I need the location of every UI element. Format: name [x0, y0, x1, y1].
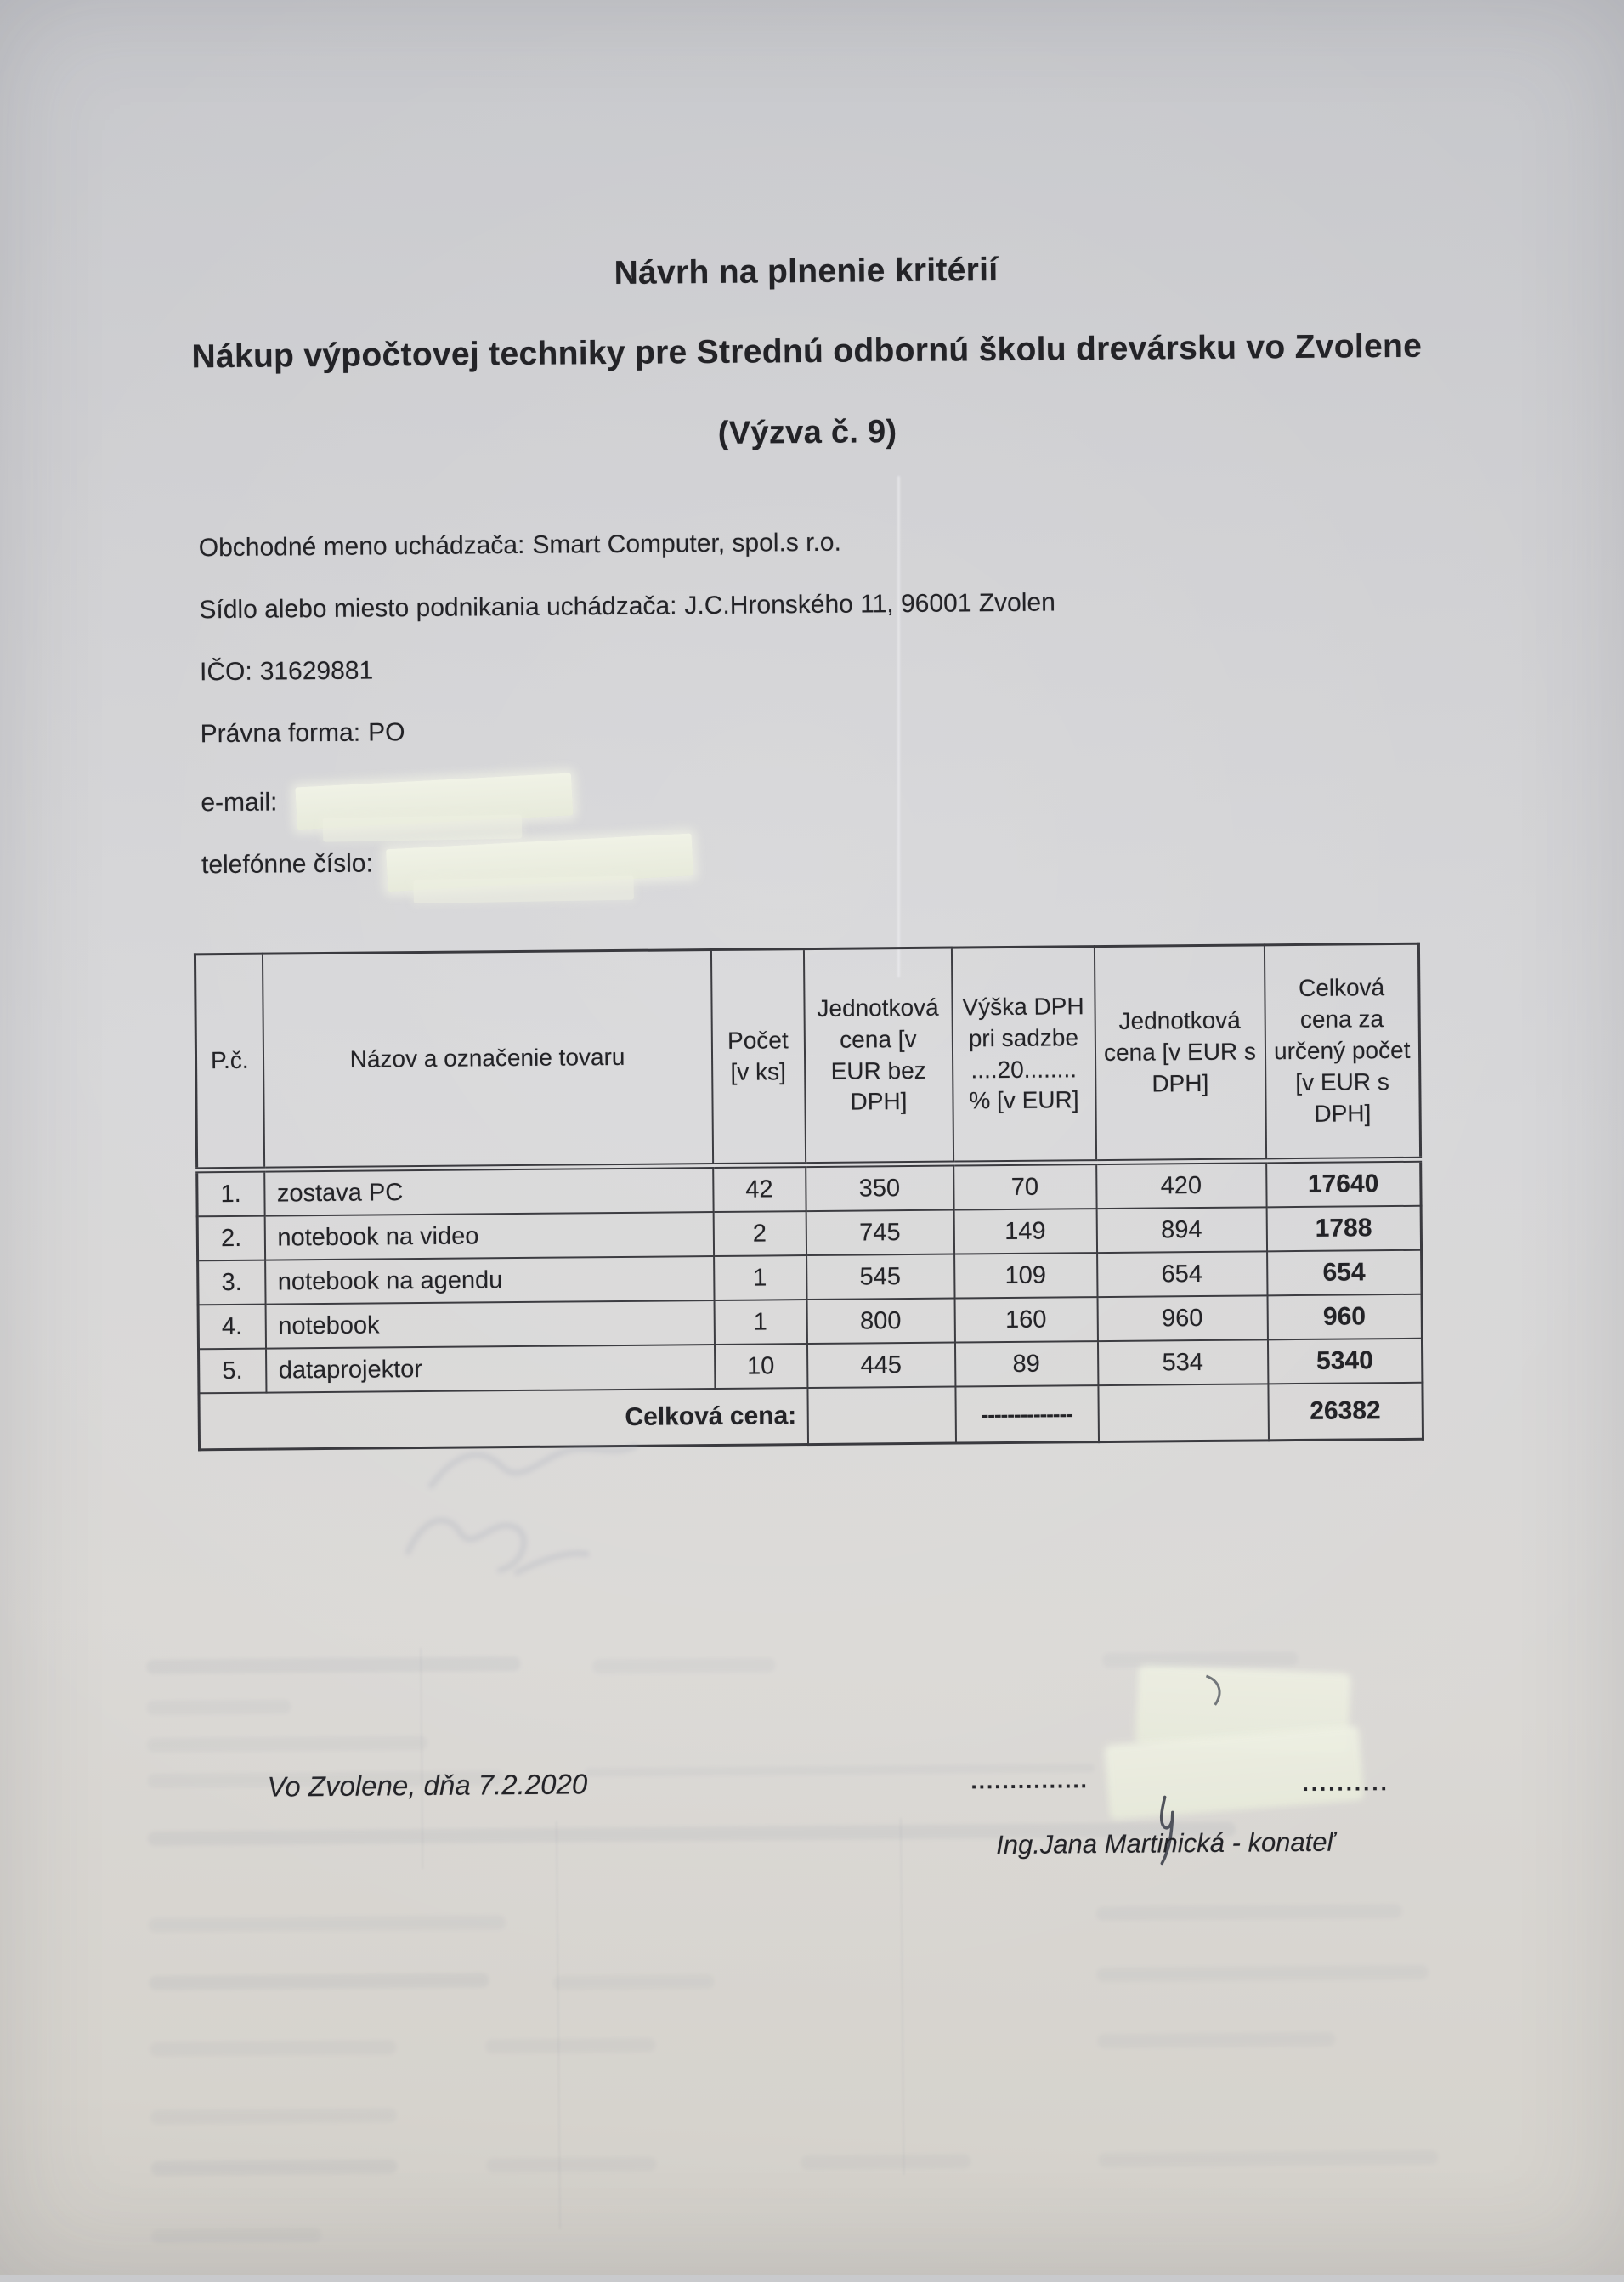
item-unit-net: 545: [806, 1254, 954, 1300]
item-name: notebook na agendu: [265, 1256, 714, 1305]
item-unit-net: 350: [806, 1164, 953, 1211]
item-unit-gross: 654: [1097, 1251, 1267, 1297]
col-header-total-price: Celková cena za určený počet [v EUR s DPH]: [1264, 943, 1420, 1161]
place-and-date: Vo Zvolene, dňa 7.2.2020: [267, 1768, 588, 1803]
field-label: IČO:: [199, 657, 252, 687]
document-title: Návrh na plnenie kritérií: [614, 252, 999, 292]
item-vat: 109: [954, 1253, 1097, 1298]
row-number: 1.: [197, 1169, 264, 1216]
row-number: 5.: [199, 1349, 266, 1394]
item-unit-net: 745: [806, 1210, 953, 1256]
row-number: 3.: [198, 1260, 265, 1305]
item-name: zostava PC: [264, 1166, 713, 1216]
item-total: 1788: [1266, 1206, 1421, 1252]
bidder-phone: [201, 836, 1058, 906]
field-label: telefónne číslo:: [201, 849, 373, 880]
field-label: Sídlo alebo miesto podnikania uchádzača:: [199, 592, 677, 625]
item-name: notebook: [265, 1300, 714, 1349]
field-label: e-mail:: [201, 788, 278, 818]
total-vat-placeholder: --------------: [955, 1385, 1099, 1443]
item-total: 5340: [1267, 1339, 1422, 1384]
total-label: Celková cena:: [199, 1388, 808, 1450]
col-header-unit-price-net: Jednotková cena [v EUR bez DPH]: [803, 948, 953, 1165]
item-qty: 10: [714, 1344, 806, 1389]
item-vat: 160: [954, 1297, 1097, 1342]
field-value: 31629881: [259, 656, 374, 686]
row-number: 4.: [198, 1305, 265, 1350]
table-header-row: [195, 943, 1420, 1170]
item-total: 960: [1267, 1294, 1422, 1340]
field-label: Obchodné meno uchádzača:: [198, 530, 525, 563]
redaction-tape-email: [295, 773, 573, 830]
bidder-ico: [200, 650, 1056, 720]
item-name: dataprojektor: [266, 1345, 715, 1393]
signature-dotted-line-left: ...............: [970, 1767, 1089, 1794]
item-vat: 149: [953, 1209, 1096, 1254]
col-header-unit-price-gross: Jednotková cena [v EUR s DPH]: [1094, 945, 1265, 1163]
field-value: J.C.Hronského 11, 96001 Zvolen: [684, 588, 1055, 620]
bidder-email: [201, 774, 1057, 844]
document-subtitle: Nákup výpočtovej techniky pre Strednú odbornú školu drevársku vo Zvolene: [191, 327, 1423, 376]
total-empty-cell: [807, 1387, 956, 1445]
col-header-qty: Počet [v ks]: [710, 949, 805, 1166]
field-label: Právna forma:: [200, 718, 361, 749]
bidder-business-name: [199, 526, 1055, 596]
field-value: Smart Computer, spol.s r.o.: [532, 528, 841, 559]
item-qty: 1: [714, 1255, 806, 1300]
item-vat: 70: [953, 1163, 1096, 1210]
signature-dotted-line-right: ..........: [1302, 1770, 1389, 1797]
item-vat: 89: [954, 1341, 1097, 1386]
item-qty: 2: [713, 1211, 806, 1256]
price-offer-table: [194, 943, 1424, 1452]
item-qty: 1: [714, 1300, 806, 1345]
col-header-name: Názov a označenie tovaru: [262, 950, 712, 1170]
row-number: 2.: [197, 1216, 264, 1261]
bidder-legal-form: [201, 712, 1057, 782]
item-qty: 42: [713, 1165, 806, 1212]
col-header-vat: Výška DPH pri sadzbe ....20........ % [v EUR]: [951, 947, 1095, 1164]
item-total: 17640: [1266, 1159, 1421, 1207]
ghost-handwriting: [397, 1491, 593, 1586]
table-total-row: [199, 1383, 1423, 1450]
item-unit-gross: 534: [1097, 1339, 1267, 1385]
signatory-name: Ing.Jana Martinická - konateľ: [995, 1826, 1335, 1860]
total-empty-cell: [1098, 1384, 1269, 1441]
bleed-through-artifacts: [0, 0, 1616, 7]
bidder-address: [199, 588, 1055, 658]
item-unit-net: 800: [806, 1299, 954, 1345]
item-unit-gross: 894: [1096, 1207, 1266, 1253]
redaction-tape-phone: [386, 833, 693, 892]
item-unit-gross: 420: [1096, 1161, 1266, 1209]
item-unit-gross: 960: [1097, 1295, 1267, 1341]
pen-stroke: [1197, 1673, 1231, 1707]
total-value: 26382: [1268, 1383, 1423, 1441]
document-call-number: (Výzva č. 9): [717, 414, 897, 451]
bidder-info-section: [199, 526, 1058, 906]
field-value: PO: [367, 718, 405, 747]
item-name: notebook na video: [264, 1212, 713, 1260]
item-total: 654: [1267, 1250, 1422, 1296]
col-header-pc: P.č.: [195, 954, 263, 1170]
item-unit-net: 445: [806, 1343, 954, 1389]
